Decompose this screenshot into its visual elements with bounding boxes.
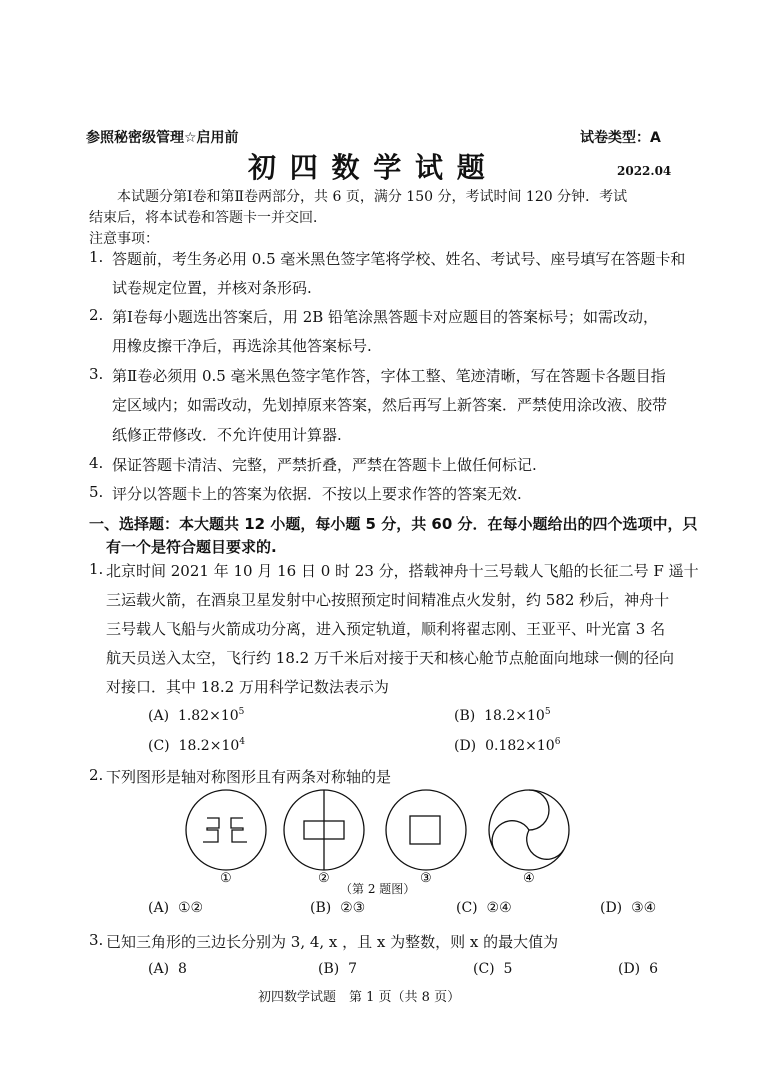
option-label: (C) xyxy=(148,738,170,754)
question-number: 1. xyxy=(89,560,104,578)
option-value: 7 xyxy=(348,961,358,977)
figure-3-square xyxy=(386,790,466,870)
figure-1-interlock xyxy=(186,790,266,870)
option-value: 0.182×10 xyxy=(485,738,555,754)
option-exponent: 5 xyxy=(238,707,245,717)
option-label: (C) xyxy=(456,900,478,916)
note-line: 保证答题卡清洁、完整，严禁折叠，严禁在答题卡上做任何标记. xyxy=(112,456,537,474)
question-text: 已知三角形的三边长分别为 3, 4, x ，且 x 为整数，则 x 的最大值为 xyxy=(106,933,559,951)
option-label: (D) xyxy=(618,961,641,977)
exam-date: 2022.04 xyxy=(617,164,672,178)
note-number: 3. xyxy=(89,365,104,383)
option-exponent: 5 xyxy=(544,707,551,717)
option-value: ②③ xyxy=(340,900,366,916)
option-a xyxy=(148,707,244,724)
option-b xyxy=(454,707,551,724)
figure-2-rectangle-cross xyxy=(284,790,364,870)
option-label: (B) xyxy=(454,708,476,724)
note-line: 第Ⅰ卷每小题选出答案后，用 2B 铅笔涂黑答题卡对应题目的答案标号；如需改动， xyxy=(112,308,659,326)
option-value: ①② xyxy=(177,900,204,916)
option-c xyxy=(456,900,512,916)
note-number: 5. xyxy=(89,483,104,501)
option-exponent: 4 xyxy=(239,737,245,747)
figure-4-triskelion xyxy=(489,790,569,870)
option-label: (D) xyxy=(600,900,623,916)
option-label: (A) xyxy=(148,900,170,916)
option-exponent: 6 xyxy=(554,737,561,747)
figure-label: ③ xyxy=(420,871,432,886)
question-number: 2. xyxy=(89,766,104,784)
section-heading: 一、选择题：本大题共 12 小题，每小题 5 分，共 60 分．在每小题给出的四个选项中，只 xyxy=(89,515,698,533)
option-label: (C) xyxy=(473,961,495,977)
option-d xyxy=(600,900,656,916)
secrecy-label: 参照秘密级管理☆启用前 xyxy=(86,130,239,146)
page-title: 初 四 数 学 试 题 xyxy=(248,151,487,184)
option-value: 8 xyxy=(177,961,187,977)
option-a xyxy=(148,900,203,916)
section-heading: 有一个是符合题目要求的. xyxy=(106,538,277,556)
note-number: 1. xyxy=(89,248,104,266)
figure-caption: （第 2 题图） xyxy=(340,882,416,896)
option-c xyxy=(473,961,512,977)
option-label: (A) xyxy=(148,961,170,977)
option-label: (B) xyxy=(310,900,332,916)
note-line: 定区域内；如需改动，先划掉原来答案，然后再写上新答案．严禁使用涂改液、胶带 xyxy=(112,396,668,414)
question-text: 北京时间 2021 年 10 月 16 日 0 时 23 分，搭载神舟十三号载人飞船的长征二号 F 遥十 xyxy=(106,562,699,580)
option-d xyxy=(618,961,658,977)
option-c xyxy=(148,737,245,754)
option-value: 1.82×10 xyxy=(177,708,239,724)
paper-type-label: 试卷类型：A xyxy=(580,130,661,146)
intro-line-1: 本试题分第Ⅰ卷和第Ⅱ卷两部分，共 6 页，满分 150 分，考试时间 120 分钟．考试 xyxy=(117,189,628,205)
question-text: 三运载火箭，在酒泉卫星发射中心按照预定时间精准点火发射，约 582 秒后，神舟十 xyxy=(106,591,670,609)
question-text: 三号载人飞船与火箭成功分离，进入预定轨道，顺利将翟志刚、王亚平、叶光富 3 名 xyxy=(106,620,666,638)
note-line: 第Ⅱ卷必须用 0.5 毫米黑色签字笔作答，字体工整、笔迹清晰，写在答题卡各题目指 xyxy=(112,367,666,385)
question-number: 3. xyxy=(89,931,104,949)
option-value: 18.2×10 xyxy=(178,738,240,754)
option-value: 18.2×10 xyxy=(484,708,545,724)
option-value: 6 xyxy=(649,961,658,977)
option-d xyxy=(454,737,560,754)
note-number: 4. xyxy=(89,454,104,472)
option-label: (B) xyxy=(318,961,340,977)
option-value: ②④ xyxy=(486,900,512,916)
option-label: (A) xyxy=(148,708,170,724)
option-value: ③④ xyxy=(631,900,657,916)
note-line: 答题前，考生务必用 0.5 毫米黑色签字笔将学校、姓名、考试号、座号填写在答题卡和 xyxy=(112,250,686,268)
question-text: 下列图形是轴对称图形且有两条对称轴的是 xyxy=(106,768,392,786)
figure-label: ④ xyxy=(523,871,535,886)
option-label: (D) xyxy=(454,738,477,754)
note-line: 纸修正带修改．不允许使用计算器. xyxy=(112,426,342,444)
note-line: 评分以答题卡上的答案为依据．不按以上要求作答的答案无效. xyxy=(112,485,522,503)
figure-label: ① xyxy=(220,871,232,886)
intro-line-2: 结束后，将本试卷和答题卡一并交回． xyxy=(89,210,327,226)
page-footer: 初四数学试题 第 1 页（共 8 页） xyxy=(258,990,461,1005)
question-text: 航天员送入太空，飞行约 18.2 万千米后对接于天和核心舱节点舱面向地球一侧的径向 xyxy=(106,649,674,667)
note-number: 2. xyxy=(89,306,104,324)
note-line: 用橡皮擦干净后，再选涂其他答案标号. xyxy=(112,337,372,355)
notes-title: 注意事项： xyxy=(89,231,159,247)
option-a xyxy=(148,961,187,977)
figure-label: ② xyxy=(318,871,330,886)
question-text: 对接口．其中 18.2 万用科学记数法表示为 xyxy=(106,678,389,696)
note-line: 试卷规定位置，并核对条形码. xyxy=(112,279,312,297)
option-b xyxy=(318,961,357,977)
option-value: 5 xyxy=(503,961,513,977)
option-b xyxy=(310,900,365,916)
